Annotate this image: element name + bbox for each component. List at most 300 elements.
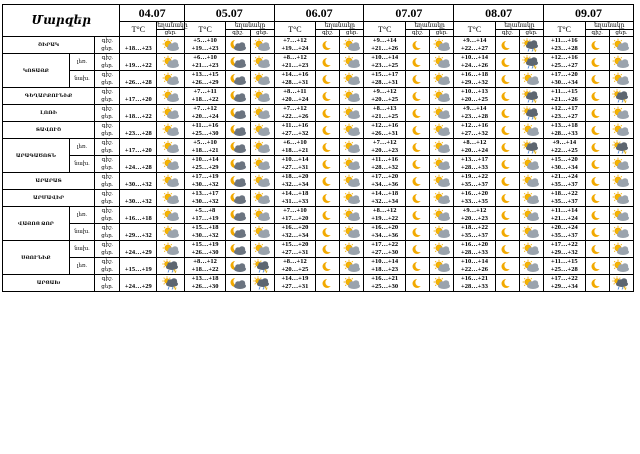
sun-cloud-icon (340, 156, 364, 173)
day-temp: +27…+32 (461, 130, 488, 137)
weather-header-5: եղանակը (585, 22, 633, 30)
temp-cell (120, 88, 157, 105)
moon-icon (316, 258, 340, 275)
day-label: ցեր. (101, 233, 114, 239)
night-temp: +8…+12 (372, 207, 397, 214)
moon-icon (316, 275, 340, 292)
temp-cell (120, 241, 157, 258)
moon-icon (316, 156, 340, 173)
region-header: Մարզեր (3, 5, 120, 37)
day-header-3: ցեր. (430, 30, 454, 37)
day-temp: +25…+27 (550, 62, 578, 69)
temp-cell (184, 241, 225, 258)
time-of-day (95, 139, 120, 156)
moon-icon (316, 54, 340, 71)
moon-icon (316, 190, 340, 207)
subregion-label: նախ. (69, 156, 94, 173)
night-temp: +12…+16 (371, 122, 399, 129)
sun-cloud-icon (340, 275, 364, 292)
weather-header-4: եղանակը (495, 22, 543, 30)
night-temp: +10…+13 (461, 88, 488, 95)
sun-cloud-icon (430, 105, 454, 122)
temp-cell (364, 275, 405, 292)
sun-cloud-icon (609, 258, 633, 275)
day-temp: +19…+22 (124, 62, 152, 69)
temp-cell (274, 241, 315, 258)
temp-cell (544, 71, 585, 88)
sun-cloud-icon (340, 71, 364, 88)
sun-cloud-icon (430, 173, 454, 190)
moon-cloud-icon (226, 54, 250, 71)
temp-cell (274, 190, 315, 207)
moon-icon (316, 122, 340, 139)
night-temp: +7…+11 (193, 88, 217, 95)
night-temp: +11…+16 (191, 122, 219, 129)
sun-cloud-icon (519, 207, 543, 224)
night-temp: +16…+20 (461, 241, 488, 248)
night-temp: +15…+20 (550, 156, 578, 163)
date-4: 08.07 (454, 5, 544, 22)
day-temp: +17…+19 (191, 215, 219, 222)
night-temp: +13…+18 (550, 122, 578, 129)
sun-cloud-icon (250, 207, 274, 224)
moon-icon (405, 71, 429, 88)
moon-cloud-icon (226, 71, 250, 88)
day-temp: +20…+25 (371, 96, 399, 103)
region-name: ՎԱՅՈՑ ՁՈՐ (3, 207, 70, 241)
day-temp: +20…+23 (371, 147, 399, 154)
sun-cloud-icon (340, 37, 364, 54)
temp-cell (184, 88, 225, 105)
sun-cloud-icon (519, 156, 543, 173)
moon-icon (495, 207, 519, 224)
day-temp: +28…+31 (281, 79, 309, 86)
day-temp: +35…+37 (461, 232, 488, 239)
temp-cell (454, 275, 495, 292)
night-label: գիշ. (101, 157, 113, 163)
day-label: ցեր. (101, 148, 114, 154)
night-temp: +12…+17 (550, 105, 578, 112)
day-label: ցեր. (101, 182, 114, 188)
region-row (3, 173, 634, 190)
temp-cell (184, 156, 225, 173)
day-temp: +21…+23 (281, 62, 309, 69)
moon-icon (316, 88, 340, 105)
night-header-5: գիշ. (585, 30, 609, 37)
day-temp: +34…+36 (371, 181, 399, 188)
day-temp: +17…+20 (281, 215, 309, 222)
storm-rain-icon (157, 275, 185, 292)
day-label: ցեր. (101, 46, 114, 52)
subregion-label: նախ. (69, 224, 94, 241)
night-label: գիշ. (101, 38, 113, 44)
day-temp: +24…+26 (461, 62, 488, 69)
temp-cell (184, 207, 225, 224)
sun-cloud-icon (157, 105, 185, 122)
temp-cell (454, 88, 495, 105)
night-temp: +13…+18 (191, 275, 219, 282)
night-temp: +8…+13 (372, 105, 397, 112)
sun-cloud-icon (250, 139, 274, 156)
night-temp: +17…+22 (550, 241, 578, 248)
day-temp: +21…+23 (191, 62, 219, 69)
sun-cloud-icon (430, 275, 454, 292)
time-of-day (95, 190, 120, 207)
temp-cell (544, 54, 585, 71)
moon-icon (585, 156, 609, 173)
time-of-day (95, 173, 120, 190)
moon-icon (405, 241, 429, 258)
temp-cell (364, 105, 405, 122)
night-temp: +8…+12 (283, 54, 307, 61)
day-header-5: ցեր. (609, 30, 633, 37)
sun-cloud-icon (157, 207, 185, 224)
time-of-day (95, 224, 120, 241)
sun-cloud-icon (250, 122, 274, 139)
day-temp: +18…+23 (371, 266, 399, 273)
temp-cell (184, 54, 225, 71)
region-row (3, 207, 634, 224)
night-temp: +7…+12 (283, 105, 307, 112)
night-temp: +11…+16 (371, 156, 398, 163)
sun-cloud-icon (250, 241, 274, 258)
region-row (3, 37, 634, 54)
time-of-day (95, 258, 120, 275)
night-temp: +18…+22 (461, 224, 488, 231)
sun-cloud-icon (340, 54, 364, 71)
sun-cloud-icon (250, 156, 274, 173)
moon-icon (495, 105, 519, 122)
temp-cell (544, 190, 585, 207)
sun-cloud-icon (519, 258, 543, 275)
night-temp: +9…+14 (372, 37, 397, 44)
night-header-1: գիշ. (226, 30, 250, 37)
region-name: ՏԱՎՈՒՇ (3, 122, 95, 139)
sun-cloud-icon (430, 71, 454, 88)
night-temp: +19…+22 (461, 173, 488, 180)
sun-cloud-icon (519, 173, 543, 190)
day-temp: +27…+31 (281, 283, 309, 290)
night-label: գիշ. (101, 123, 113, 129)
sun-cloud-icon (157, 54, 185, 71)
sun-cloud-icon (609, 241, 633, 258)
day-temp: +20…+24 (281, 96, 309, 103)
weather-header-3: եղանակը (405, 22, 453, 30)
temp-cell (544, 258, 585, 275)
moon-icon (495, 71, 519, 88)
sun-cloud-icon (250, 71, 274, 88)
moon-icon (316, 37, 340, 54)
day-header-2: ցեր. (340, 30, 364, 37)
night-temp: +7…+12 (372, 139, 397, 146)
day-temp: +18…+21 (191, 147, 219, 154)
day-temp: +27…+31 (281, 249, 309, 256)
subregion-label: լեռ. (69, 258, 94, 275)
moon-icon (585, 173, 609, 190)
sun-cloud-icon (519, 71, 543, 88)
sun-cloud-icon (157, 71, 185, 88)
temp-cell (274, 88, 315, 105)
sun-cloud-icon (609, 207, 633, 224)
day-temp: +28…+33 (461, 283, 488, 290)
temp-cell (274, 275, 315, 292)
day-temp: +29…+32 (461, 79, 488, 86)
storm-rain-icon (609, 139, 633, 156)
region-row (3, 122, 634, 139)
night-temp: +10…+14 (371, 258, 399, 265)
night-temp: +11…+15 (551, 258, 578, 265)
region-row (3, 139, 634, 156)
night-temp: +8…+12 (462, 139, 487, 146)
day-temp: +30…+32 (191, 232, 219, 239)
day-label: ցեր. (101, 114, 114, 120)
moon-icon (495, 88, 519, 105)
sun-cloud-icon (157, 139, 185, 156)
moon-icon (495, 258, 519, 275)
sun-cloud-icon (340, 207, 364, 224)
sun-cloud-icon (609, 54, 633, 71)
forecast-table (2, 4, 634, 292)
sun-cloud-icon (340, 105, 364, 122)
moon-icon (316, 105, 340, 122)
sun-cloud-icon (430, 88, 454, 105)
sun-cloud-icon (430, 122, 454, 139)
moon-icon (495, 173, 519, 190)
night-temp: +9…+14 (462, 105, 487, 112)
subregion-label: լեռ. (69, 207, 94, 224)
time-of-day (95, 122, 120, 139)
day-temp: +21…+26 (550, 96, 578, 103)
day-temp: +29…+32 (550, 249, 578, 256)
storm-rain-icon (609, 88, 633, 105)
night-temp: +7…+12 (193, 105, 217, 112)
region-row (3, 105, 634, 122)
storm-rain-icon (519, 54, 543, 71)
sun-cloud-icon (157, 173, 185, 190)
weather-header-2: եղանակը (316, 22, 364, 30)
day-temp: +21…+24 (550, 215, 578, 222)
day-label: ցեր. (101, 284, 114, 290)
day-temp: +20…+24 (461, 147, 488, 154)
region-name: ԼՈՌԻ (3, 105, 95, 122)
day-temp: +31…+33 (281, 198, 309, 205)
night-temp: +17…+20 (550, 71, 578, 78)
temp-cell (184, 122, 225, 139)
sun-cloud-icon (609, 173, 633, 190)
sun-cloud-icon (519, 241, 543, 258)
moon-icon (585, 241, 609, 258)
temp-cell (184, 275, 225, 292)
day-temp: +28…+33 (461, 249, 488, 256)
sun-cloud-icon (157, 122, 185, 139)
day-temp: +23…+27 (550, 113, 578, 120)
night-temp: +5…+8 (194, 207, 216, 214)
night-temp: +9…+14 (552, 139, 577, 146)
day-label: ցեր. (101, 216, 114, 222)
moon-icon (585, 207, 609, 224)
temp-cell (544, 173, 585, 190)
region-row (3, 224, 634, 241)
temp-cell (364, 156, 405, 173)
sun-cloud-icon (430, 139, 454, 156)
storm-rain-icon (519, 139, 543, 156)
moon-icon (585, 122, 609, 139)
moon-cloud-icon (226, 122, 250, 139)
night-label: գիշ. (101, 191, 113, 197)
region-name: ԱՐԱԳԱԾՈՏՆ (3, 139, 70, 173)
day-temp: +32…+34 (281, 181, 309, 188)
storm-rain-icon (519, 105, 543, 122)
moon-icon (495, 139, 519, 156)
temp-cell (454, 156, 495, 173)
region-row (3, 190, 634, 207)
temp-cell (454, 224, 495, 241)
time-of-day (95, 88, 120, 105)
night-temp: +14…+19 (281, 275, 309, 282)
temp-cell (274, 207, 315, 224)
date-0: 04.07 (120, 5, 184, 22)
night-temp: +11…+16 (281, 122, 309, 129)
moon-icon (405, 275, 429, 292)
sun-cloud-icon (609, 122, 633, 139)
day-temp: +21…+25 (371, 113, 399, 120)
region-name: ԱՐՑԱԽ (3, 275, 95, 292)
temp-cell (184, 105, 225, 122)
temp-cell (364, 37, 405, 54)
moon-icon (405, 190, 429, 207)
day-temp: +18…+22 (191, 96, 219, 103)
day-temp: +21…+26 (371, 45, 399, 52)
moon-cloud-icon (226, 190, 250, 207)
temp-cell (544, 207, 585, 224)
moon-icon (316, 207, 340, 224)
temp-cell (364, 122, 405, 139)
sun-cloud-icon (340, 173, 364, 190)
night-label: գիշ. (101, 140, 113, 146)
temp-cell (120, 105, 157, 122)
temp-cell (544, 88, 585, 105)
moon-icon (316, 173, 340, 190)
day-temp: +32…+34 (371, 198, 399, 205)
day-temp: +23…+28 (550, 45, 578, 52)
time-of-day (95, 207, 120, 224)
moon-icon (405, 207, 429, 224)
sun-cloud-icon (519, 190, 543, 207)
date-3: 07.07 (364, 5, 454, 22)
region-name: ՇԻՐԱԿ (3, 37, 95, 54)
temp-cell (120, 71, 157, 88)
temp-cell (454, 190, 495, 207)
day-temp: +25…+30 (371, 283, 399, 290)
day-temp: +35…+37 (550, 198, 578, 205)
night-temp: +20…+24 (550, 224, 578, 231)
night-header-3: գիշ. (405, 30, 429, 37)
day-temp: +18…+21 (281, 147, 309, 154)
sun-cloud-icon (519, 224, 543, 241)
temp-cell (364, 139, 405, 156)
temp-header-5: T°C (544, 22, 585, 37)
night-temp: +13…+17 (191, 190, 219, 197)
night-temp: +12…+16 (550, 54, 578, 61)
region-row (3, 241, 634, 258)
sun-cloud-icon (340, 122, 364, 139)
time-of-day (95, 105, 120, 122)
moon-icon (495, 224, 519, 241)
temp-cell (274, 122, 315, 139)
night-temp: +9…+14 (462, 37, 487, 44)
temp-cell (454, 207, 495, 224)
temp-cell (454, 241, 495, 258)
region-row (3, 275, 634, 292)
temp-cell (184, 173, 225, 190)
day-temp: +17…+20 (124, 147, 152, 154)
day-header-1: ցեր. (250, 30, 274, 37)
night-temp: +16…+21 (461, 275, 488, 282)
moon-icon (495, 190, 519, 207)
temp-cell (120, 156, 157, 173)
day-temp: +24…+29 (124, 283, 152, 290)
sun-cloud-icon (340, 224, 364, 241)
day-temp: +28…+32 (371, 164, 399, 171)
night-label: գիշ. (101, 208, 113, 214)
sun-cloud-icon (250, 54, 274, 71)
weather-header-1: եղանակը (226, 22, 274, 30)
temp-cell (544, 275, 585, 292)
day-label: ցեր. (101, 165, 114, 171)
day-temp: +25…+28 (550, 266, 578, 273)
region-row (3, 258, 634, 275)
night-temp: +21…+24 (550, 173, 578, 180)
day-temp: +16…+18 (124, 215, 152, 222)
moon-icon (405, 122, 429, 139)
day-header-4: ցեր. (519, 30, 543, 37)
night-label: գիշ. (101, 106, 113, 112)
temp-cell (184, 190, 225, 207)
night-temp: +6…+10 (193, 54, 217, 61)
temp-cell (364, 190, 405, 207)
sun-cloud-icon (430, 241, 454, 258)
moon-icon (316, 71, 340, 88)
moon-icon (585, 258, 609, 275)
moon-icon (316, 241, 340, 258)
moon-icon (405, 156, 429, 173)
moon-icon (585, 224, 609, 241)
sun-cloud-icon (340, 88, 364, 105)
temp-cell (120, 54, 157, 71)
sun-cloud-icon (609, 37, 633, 54)
night-temp: +10…+14 (371, 54, 399, 61)
sun-cloud-icon (250, 224, 274, 241)
temp-cell (544, 241, 585, 258)
sun-cloud-icon (250, 88, 274, 105)
subregion-label: նախ. (69, 71, 94, 88)
moon-icon (405, 105, 429, 122)
sun-cloud-icon (430, 37, 454, 54)
moon-icon (316, 139, 340, 156)
day-temp: +24…+28 (124, 164, 152, 171)
storm-rain-icon (250, 258, 274, 275)
moon-icon (585, 275, 609, 292)
sun-cloud-icon (157, 156, 185, 173)
temp-header-0: T°C (120, 22, 157, 37)
night-temp: +13…+17 (461, 156, 488, 163)
moon-icon (495, 275, 519, 292)
day-temp: +29…+32 (124, 232, 152, 239)
day-temp: +28…+31 (371, 79, 399, 86)
night-temp: +10…+14 (191, 156, 219, 163)
temp-cell (274, 156, 315, 173)
day-temp: +27…+31 (281, 164, 309, 171)
